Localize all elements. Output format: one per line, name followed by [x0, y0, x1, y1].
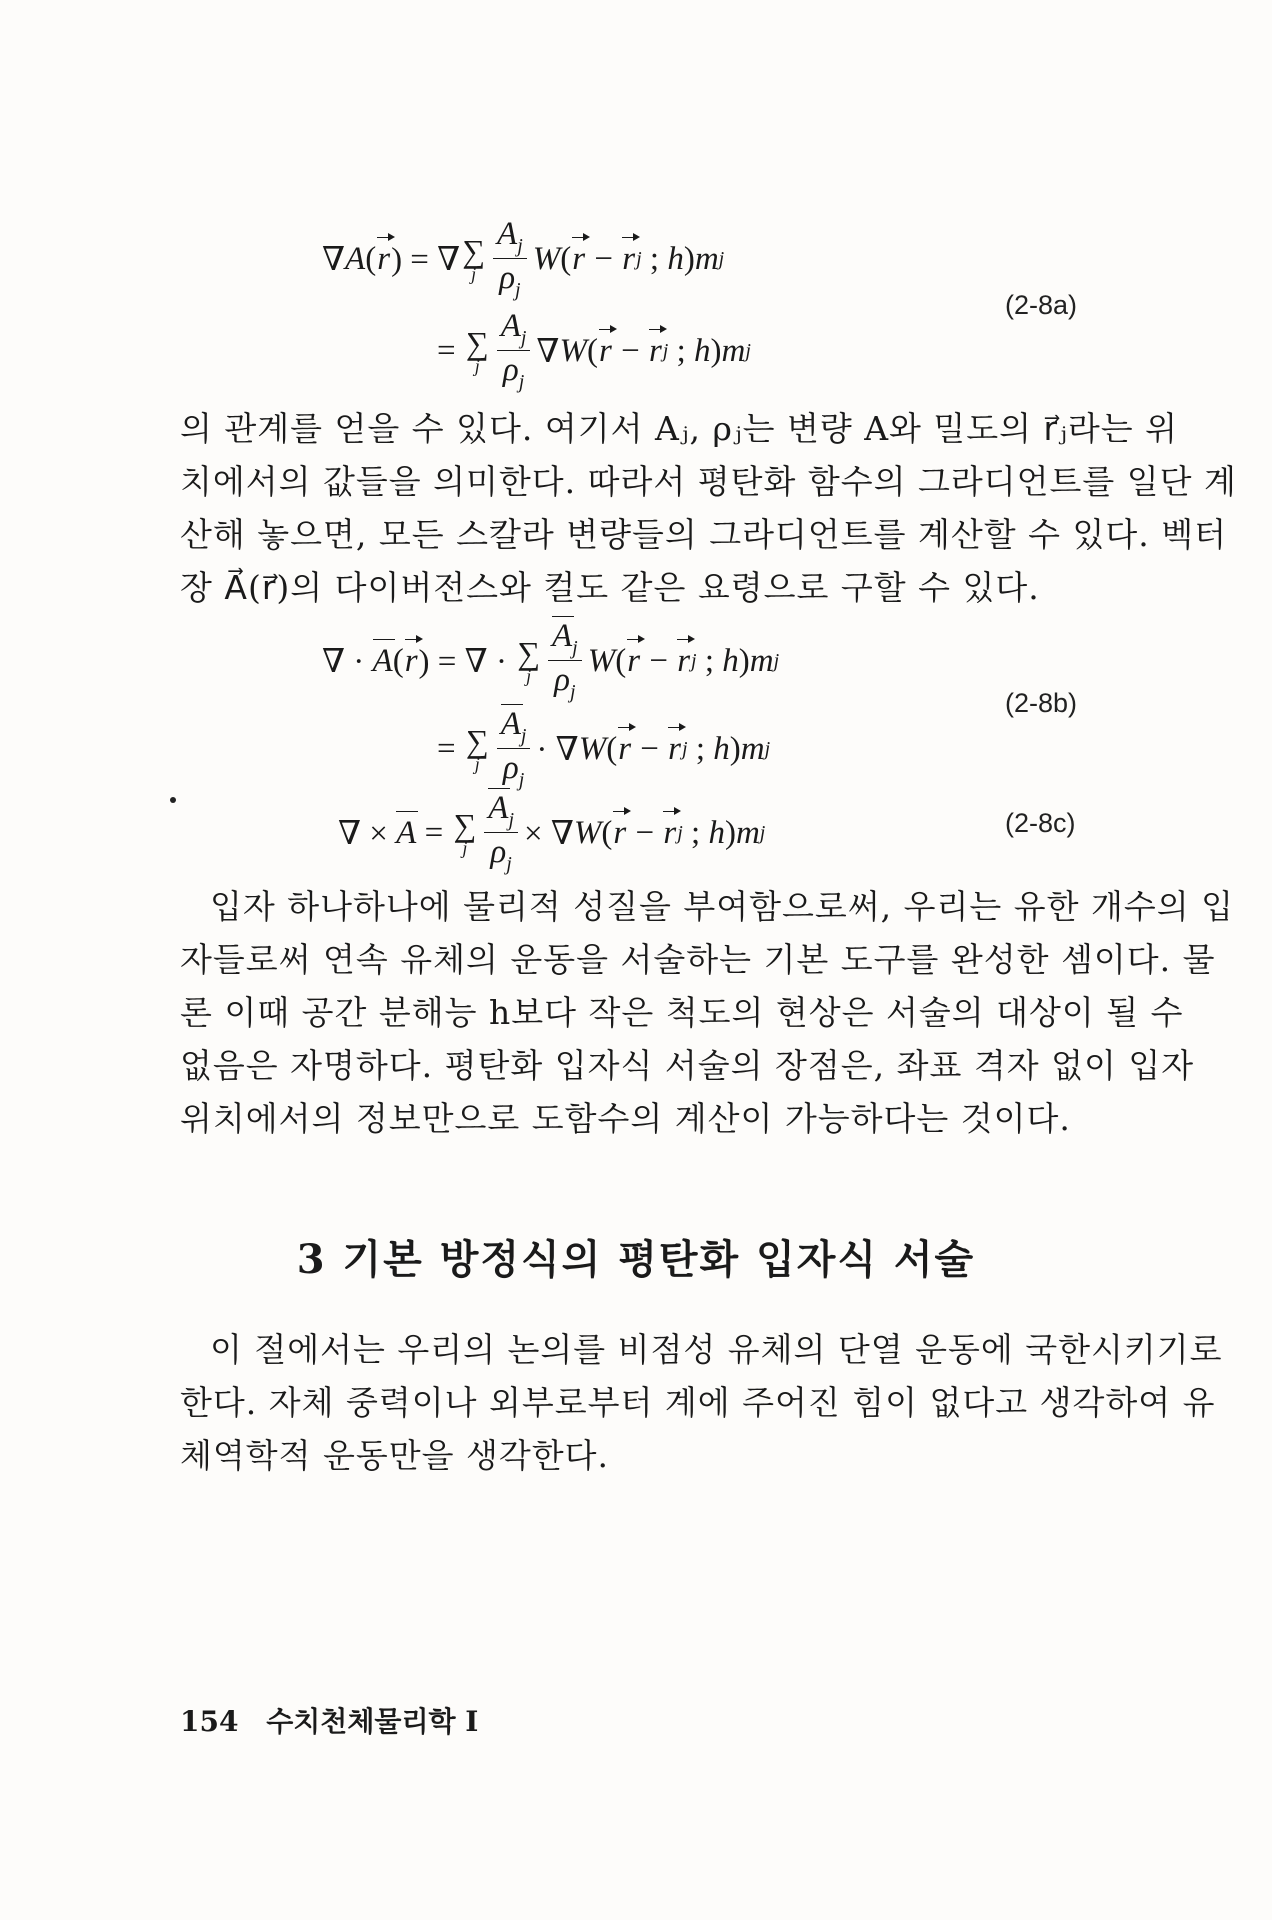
paragraph-1-line: 치에서의 값들을 의미한다. 따라서 평탄화 함수의 그라디언트를 일단 계 [180, 462, 1237, 501]
equation-2-8b-line1: ∇ · A ( r ) = ∇ · ∑ j $\frac{A_j}{\rho_j}$ W ( r − r j ; h ) m j [322, 618, 780, 703]
paragraph-2-line: 입자 하나하나에 물리적 성질을 부여함으로써, 우리는 유한 개수의 입 [210, 887, 1234, 926]
equation-2-8c: ∇ × A = ∑ j $\frac{A_j}{\rho_j}$ × ∇ W ( r − r j ; h ) m j [338, 790, 766, 875]
page-footer [180, 1700, 478, 1740]
paragraph-2-line: 론 이때 공간 분해능 h보다 작은 척도의 현상은 서술의 대상이 될 수 [180, 993, 1184, 1032]
paragraph-1-line: 산해 놓으면, 모든 스칼라 변량들의 그라디언트를 계산할 수 있다. 벡터 [180, 515, 1227, 554]
paragraph-2-line: 위치에서의 정보만으로 도함수의 계산이 가능하다는 것이다. [180, 1099, 1071, 1138]
paragraph-2-line: 없음은 자명하다. 평탄화 입자식 서술의 장점은, 좌표 격자 없이 입자 [180, 1046, 1195, 1085]
paragraph-2 [180, 880, 1234, 1145]
equation-2-8a-line1: ∇ A ( r ) = ∇ ∑ j $\frac{A_j}{\rho_j}$ W ( r − r j ; h ) m j [322, 216, 725, 301]
page-number: 154 [180, 1705, 239, 1738]
equation-number-2-8c: (2-8c) [1005, 808, 1076, 838]
paragraph-3-line: 한다. 자체 중력이나 외부로부터 계에 주어진 힘이 없다고 생각하여 유 [180, 1383, 1216, 1422]
equation-2-8a-line2: = ∑ j $\frac{A_j}{\rho_j}$ ∇ W ( r − r j ; h ) m j [437, 308, 751, 393]
equation-number-2-8b: (2-8b) [1005, 688, 1078, 718]
paragraph-3 [180, 1323, 1223, 1482]
book-title: 수치천체물리학 Ⅰ [266, 1705, 479, 1738]
paragraph-1-line: 의 관계를 얻을 수 있다. 여기서 Aⱼ, ρⱼ는 변량 A와 밀도의 r⃗ⱼ라는 위 [180, 409, 1178, 448]
paragraph-3-line: 체역학적 운동만을 생각한다. [180, 1436, 610, 1475]
paragraph-2-line: 자들로써 연속 유체의 운동을 서술하는 기본 도구를 완성한 셈이다. 물 [180, 940, 1216, 979]
paragraph-1 [180, 402, 1237, 614]
paragraph-3-line: 이 절에서는 우리의 논의를 비점성 유체의 단열 운동에 국한시키기로 [210, 1330, 1223, 1369]
section-heading: 3 기본 방정식의 평탄화 입자식 서술 [296, 1236, 976, 1283]
equation-2-8b-line2: = ∑ j $\frac{A_j}{\rho_j}$ · ∇ W ( r − r j ; h ) m j [437, 706, 771, 791]
stray-dot [170, 797, 176, 803]
paragraph-1-line: 장 A⃗(r⃗)의 다이버전스와 컬도 같은 요령으로 구할 수 있다. [180, 568, 1040, 607]
equation-number-2-8a: (2-8a) [1005, 290, 1078, 320]
